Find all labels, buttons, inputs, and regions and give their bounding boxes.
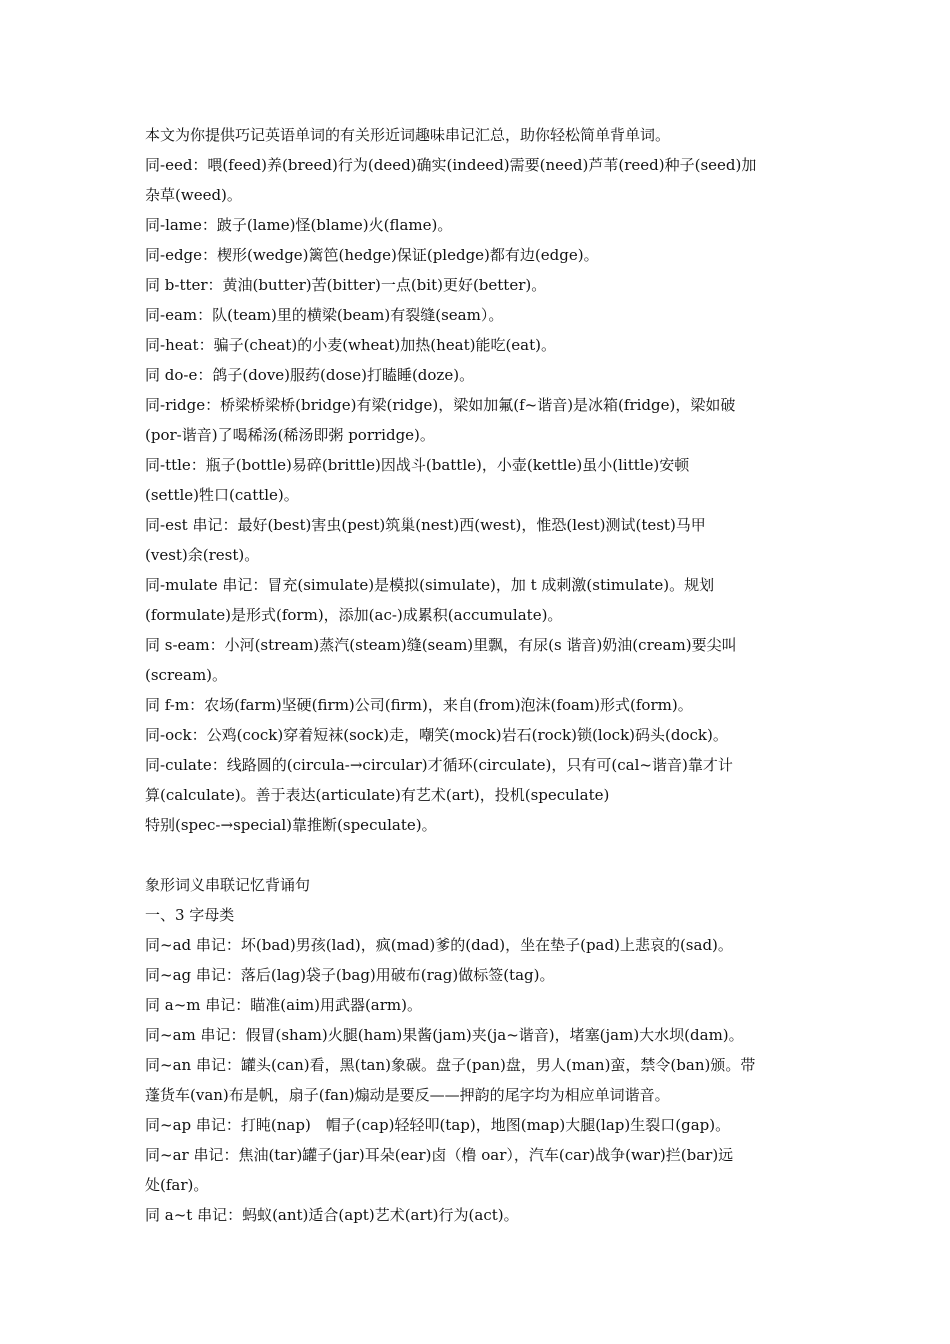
text-line: 同-lame：跛子(lame)怪(blame)火(flame)。 [145, 216, 453, 234]
subsection-heading: 一、3 字母类 [145, 906, 235, 924]
text-line: 同-eed：喂(feed)养(breed)行为(deed)确实(indeed)需要(need)芦苇(reed)种子(seed)加 [145, 156, 757, 174]
text-line: 杂草(weed)。 [145, 186, 242, 204]
text-line: 同-ridge：桥梁桥梁桥(bridge)有梁(ridge)，梁如加氟(f~谐音)是冰箱(fridge)，梁如破 [145, 396, 736, 414]
text-line-intro: 本文为你提供巧记英语单词的有关形近词趣味串记汇总，助你轻松简单背单词。 [145, 126, 671, 144]
text-line: 同~ag 串记：落后(lag)袋子(bag)用破布(rag)做标签(tag)。 [145, 966, 555, 984]
text-line: 同-mulate 串记：冒充(simulate)是模拟(simulate)，加 t 成刺激(stimulate)。规划 [145, 576, 715, 594]
text-line: 同-est 串记：最好(best)害虫(pest)筑巢(nest)西(west)，惟恐(lest)测试(test)马甲 [145, 516, 706, 534]
text-line: 同 do-e：鸽子(dove)服药(dose)打瞌睡(doze)。 [145, 366, 475, 384]
text-line: 特别(spec-→special)靠推断(speculate)。 [145, 816, 437, 834]
text-line: (scream)。 [145, 666, 228, 684]
text-line: 同~ad 串记：坏(bad)男孩(lad)，疯(mad)爹的(dad)，坐在垫子(pad)上悲哀的(sad)。 [145, 936, 733, 954]
text-line: (settle)牲口(cattle)。 [145, 486, 299, 504]
text-line: 处(far)。 [145, 1176, 209, 1194]
text-line: 同-ttle：瓶子(bottle)易碎(brittle)因战斗(battle)，小壶(kettle)虽小(little)安顿 [145, 456, 690, 474]
section-heading: 象形词义串联记忆背诵句 [145, 876, 311, 894]
text-line: 同-heat：骗子(cheat)的小麦(wheat)加热(heat)能吃(eat)。 [145, 336, 557, 354]
text-line: 同-eam：队(team)里的横梁(beam)有裂缝(seam）。 [145, 306, 504, 324]
text-line: (formulate)是形式(form)，添加(ac-)成累积(accumulate)。 [145, 606, 563, 624]
text-line: 同 b-tter：黄油(butter)苦(bitter)一点(bit)更好(better)。 [145, 276, 547, 294]
text-line: 同 f-m：农场(farm)坚硬(firm)公司(firm)，来自(from)泡沫(foam)形式(form)。 [145, 696, 693, 714]
document-body [145, 120, 815, 1230]
blank-line [145, 840, 815, 870]
text-line: 算(calculate)。善于表达(articulate)有艺术(art)，投机(speculate) [145, 786, 610, 804]
text-line: 同~ap 串记：打盹(nap) 帽子(cap)轻轻叩(tap)，地图(map)大腿(lap)生裂口(gap)。 [145, 1116, 731, 1134]
text-line: 同-culate：线路圆的(circula-→circular)才循环(circulate)，只有可(cal~谐音)靠才计 [145, 756, 733, 774]
text-line: 同-edge：楔形(wedge)篱笆(hedge)保证(pledge)都有边(edge)。 [145, 246, 599, 264]
text-line: 同~an 串记：罐头(can)看，黑(tan)象碳。盘子(pan)盘，男人(man)蛮，禁令(ban)颁。带 [145, 1056, 756, 1074]
text-line: 同 a~t 串记：蚂蚁(ant)适合(apt)艺术(art)行为(act)。 [145, 1206, 519, 1224]
text-line: (vest)余(rest)。 [145, 546, 260, 564]
text-line: 同~ar 串记：焦油(tar)罐子(jar)耳朵(ear)卤（橹 oar），汽车(car)战争(war)拦(bar)远 [145, 1146, 734, 1164]
text-line: 蓬货车(van)布是帆，扇子(fan)煽动是要反——押韵的尾字均为相应单词谐音。 [145, 1086, 670, 1104]
text-line: 同-ock：公鸡(cock)穿着短袜(sock)走，嘲笑(mock)岩石(rock)锁(lock)码头(dock)。 [145, 726, 728, 744]
text-line: (por-谐音)了喝稀汤(稀汤即粥 porridge)。 [145, 426, 435, 444]
text-line: 同 s-eam：小河(stream)蒸汽(steam)缝(seam)里飘，有尿(s 谐音)奶油(cream)要尖叫 [145, 636, 737, 654]
text-line: 同 a~m 串记：瞄准(aim)用武器(arm)。 [145, 996, 422, 1014]
text-line: 同~am 串记：假冒(sham)火腿(ham)果酱(jam)夹(ja~谐音)，堵塞(jam)大水坝(dam)。 [145, 1026, 744, 1044]
